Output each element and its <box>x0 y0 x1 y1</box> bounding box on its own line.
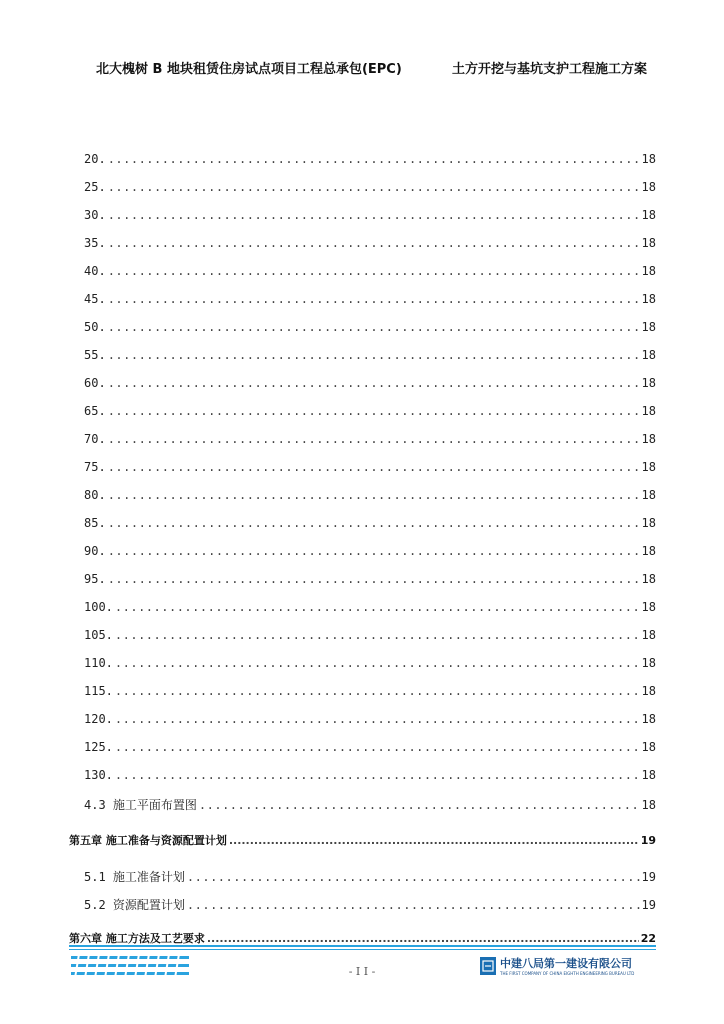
toc-leader-dots <box>229 834 639 847</box>
toc-leader-dots <box>108 404 640 418</box>
toc-entry-label: 60. <box>84 376 106 390</box>
toc-entry[interactable] <box>84 236 656 250</box>
toc-entry-label: 5.2 资源配置计划 <box>84 898 185 912</box>
toc-entry-label: 125. <box>84 740 113 754</box>
toc-leader-dots <box>207 932 639 945</box>
toc-entry-page: 18 <box>641 404 656 418</box>
toc-leader-dots <box>115 740 640 754</box>
toc-entry-label: 70. <box>84 432 106 446</box>
toc-entry[interactable] <box>84 292 656 306</box>
footer-rule-thick <box>69 945 656 947</box>
cscec-logo-icon <box>480 957 496 975</box>
toc-entry-page: 19 <box>641 870 656 884</box>
toc-leader-dots <box>115 628 640 642</box>
toc-entry-page: 18 <box>641 264 656 278</box>
company-name-cn: 中建八局第一建设有限公司 <box>500 957 632 970</box>
toc-chapter-entry[interactable] <box>69 832 656 848</box>
toc-entry-label: 5.1 施工准备计划 <box>84 870 185 884</box>
toc-entry-page: 18 <box>641 768 656 782</box>
toc-leader-dots <box>108 432 640 446</box>
toc-entry[interactable] <box>84 600 656 614</box>
toc-entry-label: 55. <box>84 348 106 362</box>
toc-entry[interactable] <box>84 656 656 670</box>
toc-leader-dots <box>108 544 640 558</box>
toc-entry-label: 45. <box>84 292 106 306</box>
toc-leader-dots <box>108 320 640 334</box>
toc-entry-label: 80. <box>84 488 106 502</box>
toc-leader-dots <box>108 572 640 586</box>
toc-entry[interactable] <box>84 544 656 558</box>
toc-entry-page: 22 <box>640 932 656 945</box>
toc-entry[interactable] <box>84 896 656 913</box>
toc-entry[interactable] <box>84 376 656 390</box>
toc-entry-page: 18 <box>641 572 656 586</box>
toc-leader-dots <box>108 236 640 250</box>
toc-entry-label: 第六章 施工方法及工艺要求 <box>69 932 205 945</box>
toc-entry-label: 110. <box>84 656 113 670</box>
toc-entry-page: 18 <box>641 208 656 222</box>
toc-entry[interactable] <box>84 432 656 446</box>
toc-entry-page: 18 <box>641 656 656 670</box>
toc-entry-page: 18 <box>641 628 656 642</box>
toc-entry-page: 18 <box>641 740 656 754</box>
toc-leader-dots <box>115 600 640 614</box>
toc-leader-dots <box>108 376 640 390</box>
toc-entry-page: 18 <box>641 544 656 558</box>
toc-leader-dots <box>115 768 640 782</box>
toc-leader-dots <box>108 264 640 278</box>
toc-entry-page: 19 <box>640 834 656 847</box>
toc-entry-page: 18 <box>641 684 656 698</box>
toc-entry-label: 115. <box>84 684 113 698</box>
toc-leader-dots <box>108 292 640 306</box>
toc-leader-dots <box>108 180 640 194</box>
toc-entry[interactable] <box>84 768 656 782</box>
toc-entry-label: 4.3 施工平面布置图 <box>84 798 197 812</box>
toc-entry-page: 18 <box>641 236 656 250</box>
toc-leader-dots <box>108 516 640 530</box>
toc-entry[interactable] <box>84 180 656 194</box>
toc-entry-page: 18 <box>641 376 656 390</box>
toc-entry-label: 100. <box>84 600 113 614</box>
toc-entry-label: 95. <box>84 572 106 586</box>
company-name-en: THE FIRST COMPANY OF CHINA EIGHTH ENGINEERING BUREAU LTD <box>500 971 635 976</box>
toc-entry-label: 130. <box>84 768 113 782</box>
toc-entry-label: 65. <box>84 404 106 418</box>
toc-entry[interactable] <box>84 264 656 278</box>
toc-entry-label: 50. <box>84 320 106 334</box>
toc-entry-page: 18 <box>641 348 656 362</box>
toc-entry-label: 75. <box>84 460 106 474</box>
toc-entry[interactable] <box>84 796 656 813</box>
toc-entry[interactable] <box>84 572 656 586</box>
toc-entry-label: 第五章 施工准备与资源配置计划 <box>69 834 227 847</box>
toc-entry-label: 40. <box>84 264 106 278</box>
toc-entry[interactable] <box>84 740 656 754</box>
toc-leader-dots <box>108 488 640 502</box>
toc-entry-page: 18 <box>641 460 656 474</box>
toc-leader-dots <box>187 870 640 884</box>
toc-entry-label: 20. <box>84 152 106 166</box>
toc-entry[interactable] <box>84 684 656 698</box>
toc-leader-dots <box>108 460 640 474</box>
toc-entry-label: 35. <box>84 236 106 250</box>
toc-entry-page: 18 <box>641 152 656 166</box>
toc-entry-page: 19 <box>641 898 656 912</box>
toc-entry[interactable] <box>84 348 656 362</box>
toc-entry[interactable] <box>84 460 656 474</box>
toc-chapter-entry[interactable] <box>69 930 656 946</box>
toc-entry-page: 18 <box>641 488 656 502</box>
toc-entry[interactable] <box>84 868 656 885</box>
toc-entry-label: 85. <box>84 516 106 530</box>
toc-leader-dots <box>115 684 640 698</box>
toc-entry-page: 18 <box>641 180 656 194</box>
toc-entry[interactable] <box>84 320 656 334</box>
toc-leader-dots <box>115 656 640 670</box>
toc-entry-label: 120. <box>84 712 113 726</box>
company-logo <box>480 955 634 976</box>
toc-entry[interactable] <box>84 516 656 530</box>
toc-entry-page: 18 <box>641 292 656 306</box>
toc-leader-dots <box>199 798 640 812</box>
footer-rule-thin <box>69 949 656 950</box>
toc-entry-label: 105. <box>84 628 113 642</box>
toc-entry-page: 18 <box>641 516 656 530</box>
toc-entry[interactable] <box>84 152 656 166</box>
toc-leader-dots <box>108 348 640 362</box>
toc-entry-page: 18 <box>641 798 656 812</box>
toc-entry[interactable] <box>84 712 656 726</box>
toc-entry-page: 18 <box>641 432 656 446</box>
toc-entry[interactable] <box>84 628 656 642</box>
toc-entry[interactable] <box>84 488 656 502</box>
toc-entry-page: 18 <box>641 320 656 334</box>
toc-entry-label: 30. <box>84 208 106 222</box>
toc-entry-page: 18 <box>641 712 656 726</box>
toc-entry[interactable] <box>84 208 656 222</box>
toc-leader-dots <box>115 712 640 726</box>
toc-entry-page: 18 <box>641 600 656 614</box>
footer-page-number: - I I - <box>348 965 376 978</box>
toc-entry-label: 25. <box>84 180 106 194</box>
header-project-title: 北大槐树 B 地块租赁住房试点项目工程总承包(EPC) <box>96 62 402 77</box>
toc-leader-dots <box>108 152 640 166</box>
toc-leader-dots <box>108 208 640 222</box>
header-document-title: 土方开挖与基坑支护工程施工方案 <box>452 62 648 77</box>
toc-leader-dots <box>187 898 640 912</box>
toc-entry[interactable] <box>84 404 656 418</box>
toc-entry-label: 90. <box>84 544 106 558</box>
